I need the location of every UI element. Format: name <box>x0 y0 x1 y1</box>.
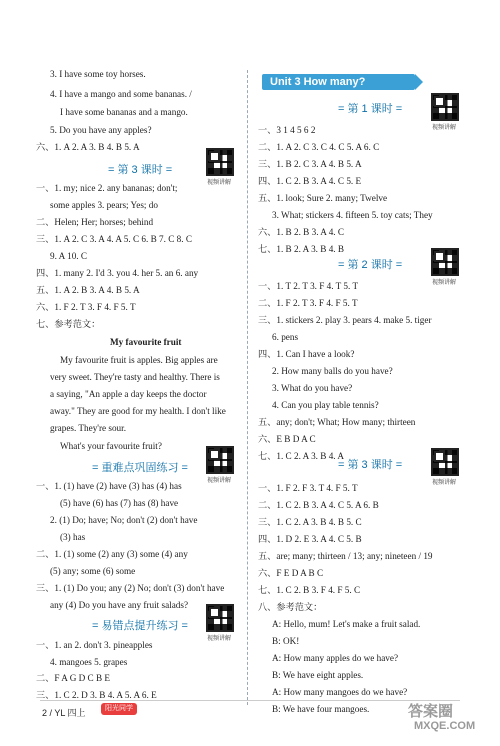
answer-line: 2. How many balls do you have? <box>272 366 393 376</box>
answer-line: 一、1. T 2. T 3. F 4. T 5. T <box>258 281 359 291</box>
section-title: = 重难点巩固练习 = <box>92 462 188 474</box>
answer-line: 七、1. B 2. A 3. B 4. B <box>258 244 345 254</box>
qr-code-icon[interactable] <box>206 446 234 474</box>
answer-line: 七、1. C 2. B 3. F 4. F 5. C <box>258 585 361 595</box>
footer-rule <box>40 700 460 701</box>
answer-line: B: OK! <box>272 636 300 646</box>
answer-line: My favourite fruit <box>110 337 182 347</box>
qr-code-icon[interactable] <box>206 148 234 176</box>
answer-line: 3. What do you have? <box>272 383 353 393</box>
answer-line: 二、F A G D C B E <box>36 673 111 683</box>
answer-line: 三、1. C 2. A 3. B 4. B 5. C <box>258 517 362 527</box>
answer-line: 三、1. B 2. C 3. A 4. B 5. A <box>258 159 362 169</box>
unit-banner: Unit 3 How many? <box>262 74 415 90</box>
answer-line: 2. (1) Do; have; No; don't (2) don't have <box>50 515 198 525</box>
qr-code-icon[interactable] <box>431 248 459 276</box>
answer-line: 四、1. C 2. B 3. A 4. C 5. E <box>258 176 362 186</box>
qr-code-icon[interactable] <box>206 604 234 632</box>
answer-line: B: We have eight apples. <box>272 670 364 680</box>
answer-line: 八、参考范文： <box>258 602 323 612</box>
answer-line: 一、1. F 2. F 3. T 4. F 5. T <box>258 483 358 493</box>
answer-line: A: How many apples do we have? <box>272 653 399 663</box>
answer-line: 一、3 1 4 5 6 2 <box>258 125 316 135</box>
watermark-logo: 答案圈 <box>408 703 454 720</box>
answer-line: B: We have four mangoes. <box>272 704 370 714</box>
section-title: = 第 3 课时 = <box>338 459 403 471</box>
answer-line: 六、F E D A B C <box>258 568 324 578</box>
answer-line: 6. pens <box>272 332 299 342</box>
answer-line: 5. Do you have any apples? <box>50 125 152 135</box>
answer-line: 五、1. look; Sure 2. many; Twelve <box>258 193 388 203</box>
answer-line: 六、1. A 2. A 3. B 4. B 5. A <box>36 142 140 152</box>
answer-line: A: How many mangoes do we have? <box>272 687 408 697</box>
answer-line: 4. Can you play table tennis? <box>272 400 379 410</box>
qr-code-icon[interactable] <box>431 448 459 476</box>
answer-line: A: Hello, mum! Let's make a fruit salad. <box>272 619 421 629</box>
answer-line: 4. mangoes 5. grapes <box>50 657 128 667</box>
answer-line: 五、any; don't; What; How many; thirteen <box>258 417 416 427</box>
answer-line: What's your favourite fruit? <box>60 441 162 451</box>
answer-line: a saying, "An apple a day keeps the doctor <box>50 389 207 399</box>
answer-line: 三、1. C 2. D 3. B 4. A 5. A 6. E <box>36 690 157 700</box>
answer-line: 二、1. (1) some (2) any (3) some (4) any <box>36 549 188 559</box>
answer-line: 一、1. my; nice 2. any bananas; don't; <box>36 183 178 193</box>
answer-line: grapes. They're sour. <box>50 423 126 433</box>
answer-line: (3) has <box>60 532 86 542</box>
answer-line: 二、1. F 2. T 3. F 4. F 5. T <box>258 298 358 308</box>
answer-line: 五、1. A 2. B 3. A 4. B 5. A <box>36 285 140 295</box>
answer-line: 六、1. F 2. T 3. F 4. F 5. T <box>36 302 136 312</box>
section-title: = 易错点提升练习 = <box>92 620 188 632</box>
answer-line: very sweet. They're tasty and healthy. There is <box>50 372 220 382</box>
answer-line: 二、Helen; Her; horses; behind <box>36 217 154 227</box>
section-title: = 第 2 课时 = <box>338 259 403 271</box>
answer-line: 七、参考范文： <box>36 319 101 329</box>
qr-caption: 视频讲解 <box>432 125 457 131</box>
answer-line: 四、1. Can I have a look? <box>258 349 355 359</box>
qr-code-icon[interactable] <box>431 93 459 121</box>
answer-line: (5) any; some (6) some <box>50 566 136 576</box>
answer-line: 二、1. C 2. B 3. A 4. C 5. A 6. B <box>258 500 379 510</box>
answer-line: My favourite fruit is apples. Big apples are <box>60 355 218 365</box>
answer-line: 四、1. D 2. E 3. A 4. C 5. B <box>258 534 362 544</box>
answer-line: 三、1. stickers 2. play 3. pears 4. make 5. tiger <box>258 315 432 325</box>
answer-line: 4. I have a mango and some bananas. / <box>50 89 192 99</box>
section-title: = 第 3 课时 = <box>108 164 173 176</box>
brand-logo: 阳光同学 <box>101 703 137 715</box>
answer-line: 五、are; many; thirteen / 13; any; nineteen / 19 <box>258 551 433 561</box>
answer-line: 3. What; stickers 4. fifteen 5. toy cats; They <box>272 210 433 220</box>
answer-line: I have some bananas and a mango. <box>60 107 188 117</box>
qr-caption: 视频讲解 <box>207 478 232 484</box>
qr-caption: 视频讲解 <box>432 280 457 286</box>
answer-line: 四、1. many 2. I'd 3. you 4. her 5. an 6. any <box>36 268 199 278</box>
page-label: 2 / YL 四上 <box>42 708 86 718</box>
answer-line: 二、1. A 2. C 3. C 4. C 5. A 6. C <box>258 142 380 152</box>
answer-line: 三、1. (1) Do you; any (2) No; don't (3) don't have <box>36 583 225 593</box>
answer-line: (5) have (6) has (7) has (8) have <box>60 498 179 508</box>
section-title: = 第 1 课时 = <box>338 103 403 115</box>
answer-line: 七、1. C 2. A 3. B 4. A <box>258 451 345 461</box>
answer-line: away." They are good for my health. I don't like <box>50 406 226 416</box>
answer-line: 一、1. (1) have (2) have (3) has (4) has <box>36 481 182 491</box>
watermark-url: MXQE.COM <box>414 720 476 732</box>
qr-caption: 视频讲解 <box>432 480 457 486</box>
answer-line: any (4) Do you have any fruit salads? <box>50 600 189 610</box>
answer-line: 9. A 10. C <box>50 251 88 261</box>
answer-line: some apples 3. pears; Yes; do <box>50 200 158 210</box>
qr-caption: 视频讲解 <box>207 636 232 642</box>
answer-line: 六、E B D A C <box>258 434 316 444</box>
answer-line: 三、1. A 2. C 3. A 4. A 5. C 6. B 7. C 8. C <box>36 234 192 244</box>
answer-line: 六、1. B 2. B 3. A 4. C <box>258 227 345 237</box>
column-divider <box>247 70 248 705</box>
answer-line: 3. I have some toy horses. <box>50 69 146 79</box>
answer-line: 一、1. an 2. don't 3. pineapples <box>36 640 153 650</box>
qr-caption: 视频讲解 <box>207 180 232 186</box>
